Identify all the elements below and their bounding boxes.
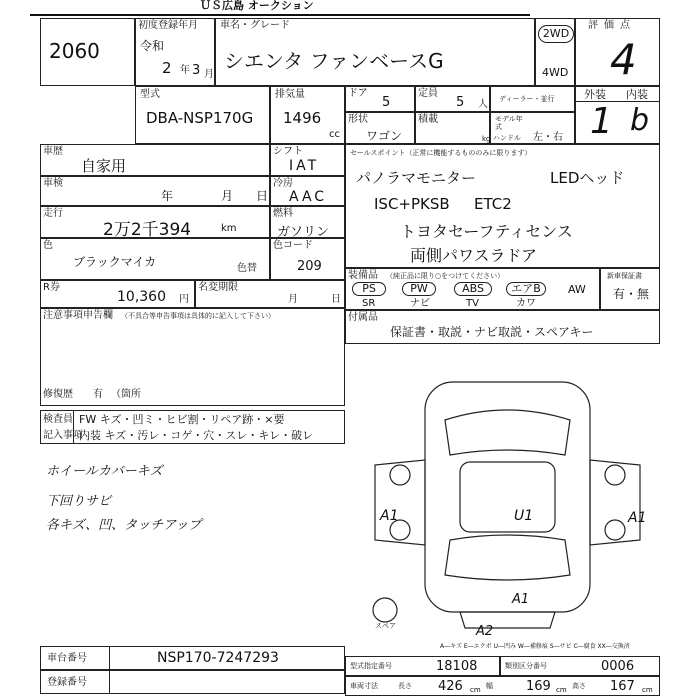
exterior-label: 外装 <box>584 88 606 101</box>
body-type-value: ワゴン <box>366 129 403 143</box>
ac-value: AAC <box>289 189 328 205</box>
handle-value: 左・右 <box>533 132 563 143</box>
car-name-label: 車名・グレード <box>220 20 290 31</box>
notes-label: 注意事項申告欄 <box>43 310 113 321</box>
rear-bumper <box>460 612 555 628</box>
checker-row-1: FW キズ・凹ミ・ヒビ割・リペア跡・×要 <box>79 413 285 426</box>
reg-number-box <box>40 670 345 694</box>
rear-window <box>445 535 570 580</box>
grade-value: 4 <box>610 35 637 84</box>
chassis-label: 車台番号 <box>47 653 87 664</box>
equipment-note: （純正品に限り○をつけてください） <box>386 272 505 280</box>
color-change-label: 色替 <box>237 263 257 274</box>
mark-a2: A2 <box>476 624 494 639</box>
ext-int-box <box>575 86 660 144</box>
model-label: 型式 <box>140 89 160 100</box>
shift-label: シフト <box>273 146 303 157</box>
displacement-unit: cc <box>329 129 340 140</box>
class-number-box <box>500 656 660 676</box>
equip-abs: ABS <box>454 282 492 296</box>
usage-box <box>40 144 270 176</box>
color-code-box <box>270 238 345 280</box>
equip-navi: ナビ <box>410 298 430 309</box>
notes-sub: （不具合等申告事項は具体的に記入して下さい） <box>121 312 275 320</box>
dims-label: 車両寸法 <box>350 682 378 690</box>
capacity-label: 定員 <box>418 88 438 99</box>
wheel-fr <box>605 465 625 485</box>
sales-point-1: パノラマモニター <box>356 169 477 187</box>
inspection-day: 日 <box>256 189 269 203</box>
handwritten-note-3: 各キズ、凹、タッチアップ <box>46 518 202 533</box>
right-side <box>590 460 640 545</box>
drive-4wd: 4WD <box>542 66 569 79</box>
parts-value: 保証書・取説・ナビ取説・スペアキー <box>390 325 594 339</box>
chassis-value: NSP170-7247293 <box>157 650 279 666</box>
inspection-month: 月 <box>221 189 234 203</box>
mileage-label: 走行 <box>43 208 63 219</box>
doors-value: 5 <box>382 95 391 110</box>
handwritten-note-2: 下回りサビ <box>46 494 112 509</box>
doors-label: ドア <box>348 88 368 99</box>
windshield <box>445 410 570 455</box>
mark-a1-left: A1 <box>380 508 399 524</box>
new-car-value: 有・無 <box>613 287 650 301</box>
sales-point-2: LEDヘッド <box>550 169 625 187</box>
dims-length: 426 <box>438 679 463 694</box>
fuel-value: ガソリン <box>277 225 330 240</box>
wheel-fl <box>390 465 410 485</box>
dealer-label: ディーラー・並行 <box>499 95 555 103</box>
checker-label-1: 検査員 <box>43 414 73 425</box>
usage-value: 自家用 <box>81 157 127 175</box>
type-number-value: 18108 <box>436 659 478 674</box>
color-box <box>40 238 270 280</box>
mileage-box <box>40 206 270 238</box>
load-box <box>415 112 490 144</box>
ac-label: 冷房 <box>273 178 293 189</box>
mark-u1: U1 <box>514 508 534 524</box>
displacement-box <box>270 86 345 144</box>
model-box <box>135 86 270 144</box>
equip-pw: PW <box>402 282 436 296</box>
color-label: 色 <box>43 240 53 251</box>
sales-points-box <box>345 144 660 268</box>
usage-label: 車歴 <box>43 146 63 157</box>
car-name-value: シエンタ ファンベースG <box>224 49 444 73</box>
checker-divider <box>73 411 74 443</box>
interior-label: 内装 <box>626 88 648 101</box>
header-top-text: ＵＳ広島 オークション <box>200 0 314 12</box>
sales-point-6: 両側パワスラドア <box>410 246 538 265</box>
sales-point-5: トヨタセーフティセンス <box>400 222 573 241</box>
car-name-box <box>215 18 535 86</box>
class-number-value: 0006 <box>601 659 635 674</box>
sales-points-label: セールスポイント（正常に機能するもののみに限ります） <box>350 149 532 157</box>
checker-label-2: 記入事項 <box>43 430 83 441</box>
sales-point-4: ETC2 <box>474 195 512 213</box>
dealer-box <box>490 86 575 112</box>
lot-number: 2060 <box>49 39 100 63</box>
roof <box>460 462 555 532</box>
body-type-box <box>345 112 415 144</box>
parts-box <box>345 310 660 344</box>
class-number-label: 類別区分番号 <box>505 662 547 670</box>
title-expiry-month: 月 <box>288 294 298 305</box>
equipment-box <box>345 268 600 310</box>
inspection-year: 年 <box>161 189 174 203</box>
doors-box <box>345 86 415 112</box>
registration-year: 2 <box>162 59 172 77</box>
dims-width-label: 幅 <box>486 682 493 690</box>
displacement-label: 排気量 <box>275 89 305 100</box>
ac-box <box>270 176 345 206</box>
reg-number-label: 登録番号 <box>47 677 87 688</box>
equip-aw: AW <box>568 283 586 296</box>
header-strip <box>30 0 530 16</box>
dims-width-unit: cm <box>556 686 567 694</box>
spare-label: スペア <box>375 622 396 630</box>
title-expiry-box <box>195 280 345 308</box>
new-car-label: 新車保証書 <box>607 272 642 280</box>
repair-label: 修復歴 <box>43 389 73 400</box>
body-type-label: 形状 <box>348 114 368 125</box>
reg-number-divider <box>109 671 110 693</box>
dims-length-label: 長さ <box>398 682 412 690</box>
title-expiry-label: 名変期限 <box>198 282 238 293</box>
wheel-rr <box>605 520 625 540</box>
capacity-unit: 人 <box>478 99 488 110</box>
equip-tv: TV <box>466 298 479 309</box>
dims-height-label: 高さ <box>572 682 586 690</box>
chassis-box <box>40 646 345 670</box>
type-number-label: 型式指定番号 <box>350 662 392 670</box>
car-body-outline <box>425 382 590 612</box>
dims-box <box>345 676 660 696</box>
diagram-legend: A―キズ E―エクボ U―凹み W―補修痕 S―サビ C―腐食 XX―交換済 <box>440 643 630 650</box>
color-value: ブラックマイカ <box>73 255 157 269</box>
drive-box <box>535 18 575 86</box>
repair-value: 有 <box>93 389 103 400</box>
mark-a1-rear: A1 <box>512 592 530 607</box>
checker-box <box>40 410 345 444</box>
fuel-label: 燃料 <box>273 208 293 219</box>
exterior-value: 1 <box>590 101 613 142</box>
recycle-value: 10,360 <box>117 289 166 305</box>
equipment-label: 装備品 <box>348 270 378 281</box>
recycle-box <box>40 280 195 308</box>
registration-label: 初度登録年月 <box>138 20 198 31</box>
drive-2wd: 2WD <box>538 25 574 43</box>
recycle-unit: 円 <box>179 294 189 305</box>
lot-box <box>40 18 135 86</box>
chassis-divider <box>109 647 110 669</box>
shift-box <box>270 144 345 176</box>
interior-value: b <box>630 103 650 138</box>
recycle-label: R券 <box>43 282 60 293</box>
dims-height-unit: cm <box>642 686 653 694</box>
displacement-value: 1496 <box>283 109 322 127</box>
checker-row-2: 内装 キズ・汚レ・コゲ・穴・スレ・キレ・破レ <box>79 429 314 442</box>
sales-point-3: ISC+PKSB <box>374 195 450 213</box>
handwritten-note-1: ホイールカバーキズ <box>46 464 163 479</box>
notes-box <box>40 308 345 406</box>
dims-height: 167 <box>610 679 635 694</box>
parts-label: 付属品 <box>348 312 378 323</box>
ext-int-divider <box>576 101 660 102</box>
equip-airbag: エアB <box>506 282 546 296</box>
equip-leather: カワ <box>516 298 536 309</box>
dims-length-unit: cm <box>470 686 481 694</box>
title-expiry-day: 日 <box>331 294 341 305</box>
capacity-value: 5 <box>456 95 465 110</box>
load-label: 積載 <box>418 114 438 125</box>
type-number-box <box>345 656 500 676</box>
mileage-unit: km <box>221 223 237 234</box>
color-code-value: 209 <box>297 259 322 274</box>
registration-year-unit: 年 <box>180 65 190 76</box>
capacity-box <box>415 86 490 112</box>
registration-month: 3 <box>192 63 201 78</box>
equip-ps: PS <box>352 282 386 296</box>
spare-tire <box>373 598 397 622</box>
shift-value: IAT <box>289 158 320 174</box>
left-side <box>375 460 425 545</box>
registration-month-unit: 月 <box>204 69 214 80</box>
fuel-box <box>270 206 345 238</box>
grade-box <box>575 18 660 86</box>
load-unit: kg <box>482 135 491 143</box>
mileage-value: 2万2千394 <box>103 220 192 240</box>
dims-width: 169 <box>526 679 551 694</box>
registration-era: 令和 <box>140 39 165 53</box>
repair-sub: （箇所 <box>111 389 141 400</box>
grade-label: 評価点 <box>588 20 636 31</box>
new-car-box <box>600 268 660 310</box>
color-code-label: 色コード <box>273 240 313 251</box>
inspection-label: 車検 <box>43 178 63 189</box>
handle-label: ハンドル <box>493 134 521 142</box>
model-value: DBA-NSP170G <box>146 109 254 127</box>
inspection-box <box>40 176 270 206</box>
model-year-label: モデル年式 <box>495 115 523 131</box>
handle-box <box>490 112 575 144</box>
registration-box <box>135 18 215 86</box>
mark-a1-right: A1 <box>628 510 647 526</box>
equip-sr: SR <box>362 298 376 309</box>
